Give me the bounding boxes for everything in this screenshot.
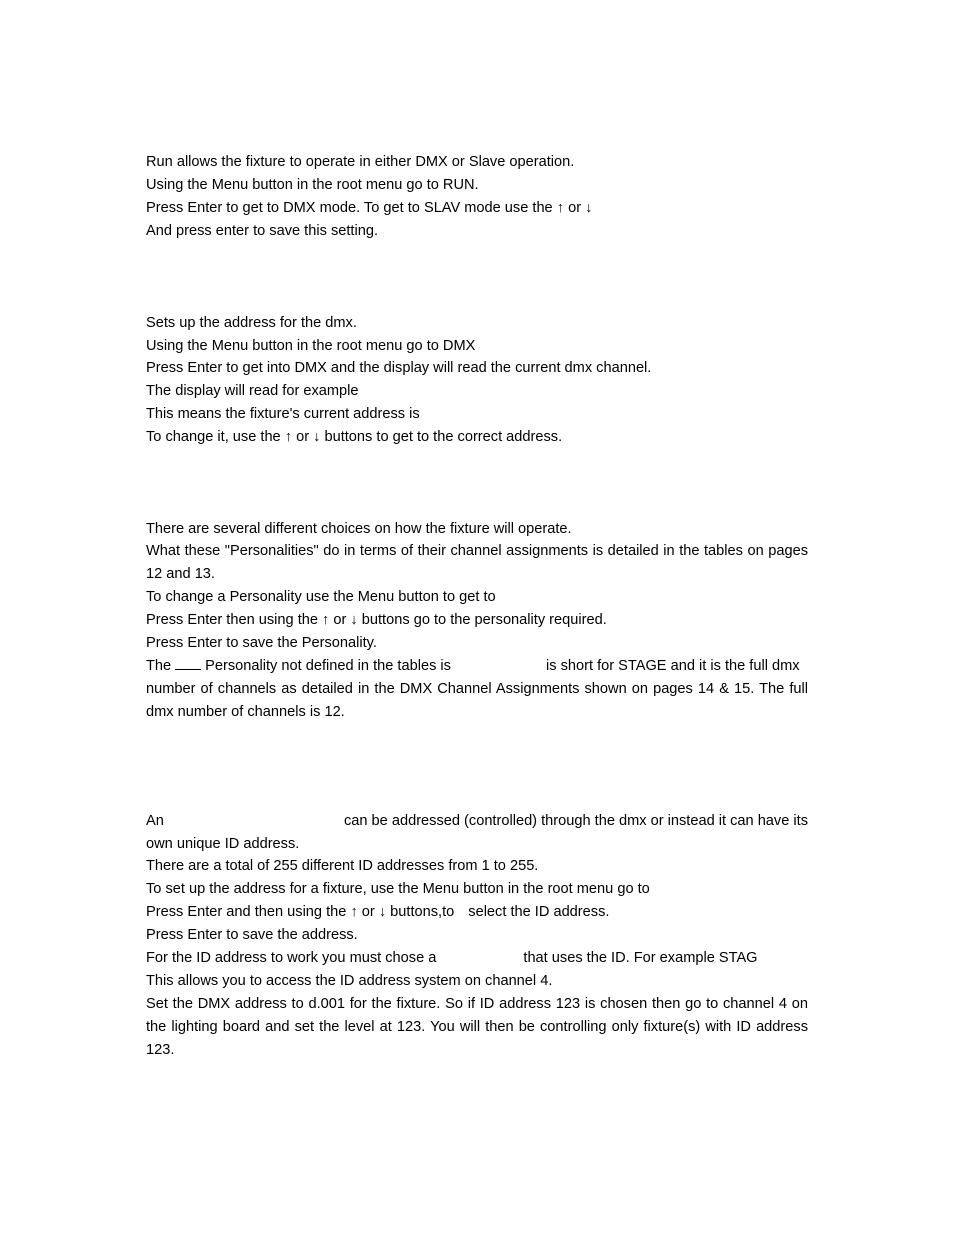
id-line-4: To set up the address for a fixture, use the Menu button in the root menu go to (146, 881, 650, 897)
id-line-8: This allows you to access the ID address system on channel 4. (146, 973, 553, 989)
run-line-3: Press Enter to get to DMX mode. To get to SLAV mode use the ↑ or ↓ (146, 200, 593, 216)
id-line-1-end: can be addressed (controlled) through the dmx or instead it can have its (343, 813, 808, 829)
id-line-5 (146, 903, 609, 921)
personality-line-8: number of channels as detailed in the DMX Channel Assignments shown on pages 14 & 15. The full (146, 681, 808, 697)
id-line-10: the lighting board and set the level at 123. You will then be controlling only fixture(s) with ID address (146, 1019, 808, 1035)
personality-line-1: There are several different choices on how the fixture will operate. (146, 521, 572, 537)
id-line-7 (146, 949, 758, 967)
id-line-1 (146, 812, 808, 830)
run-line-2: Using the Menu button in the root menu go to RUN. (146, 177, 479, 193)
personality-line-3: 12 and 13. (146, 566, 215, 582)
id-line-11: 123. (146, 1042, 175, 1058)
dmx-line-5: This means the fixture's current address is (146, 406, 420, 422)
dmx-line-2: Using the Menu button in the root menu go to DMX (146, 338, 476, 354)
id-line-7-start: For the ID address to work you must chose a (146, 950, 437, 966)
id-line-5-start: Press Enter and then using the ↑ or ↓ buttons,to (146, 904, 455, 920)
personality-line-7-middle: Personality not defined in the tables is (205, 658, 451, 674)
personality-line-7 (146, 657, 800, 675)
personality-line-9: dmx number of channels is 12. (146, 704, 345, 720)
id-line-9: Set the DMX address to d.001 for the fixture. So if ID address 123 is chosen then go to channel 4 on (146, 996, 808, 1012)
id-line-5-end: select the ID address. (468, 904, 610, 920)
dmx-line-3: Press Enter to get into DMX and the display will read the current dmx channel. (146, 360, 652, 376)
personality-line-5: Press Enter then using the ↑ or ↓ buttons go to the personality required. (146, 612, 607, 628)
personality-line-7-start: The (146, 658, 172, 674)
personality-line-6: Press Enter to save the Personality. (146, 635, 377, 651)
blank-underline (175, 657, 201, 670)
personality-line-4: To change a Personality use the Menu button to get to (146, 589, 496, 605)
personality-line-2: What these "Personalities" do in terms of their channel assignments is detailed in the tables on pages (146, 543, 808, 559)
dmx-line-6: To change it, use the ↑ or ↓ buttons to get to the correct address. (146, 429, 563, 445)
id-line-6: Press Enter to save the address. (146, 927, 358, 943)
id-line-1-start: An (146, 813, 164, 829)
id-line-3: There are a total of 255 different ID addresses from 1 to 255. (146, 858, 539, 874)
id-line-7-end: that uses the ID. For example STAG (523, 950, 758, 966)
personality-line-7-end: is short for STAGE and it is the full dmx (545, 658, 800, 674)
dmx-line-4: The display will read for example (146, 383, 359, 399)
document-page (146, 0, 808, 1235)
dmx-line-1: Sets up the address for the dmx. (146, 315, 357, 331)
id-line-2: own unique ID address. (146, 836, 300, 852)
run-line-4: And press enter to save this setting. (146, 223, 379, 239)
run-line-1: Run allows the fixture to operate in either DMX or Slave operation. (146, 154, 575, 170)
